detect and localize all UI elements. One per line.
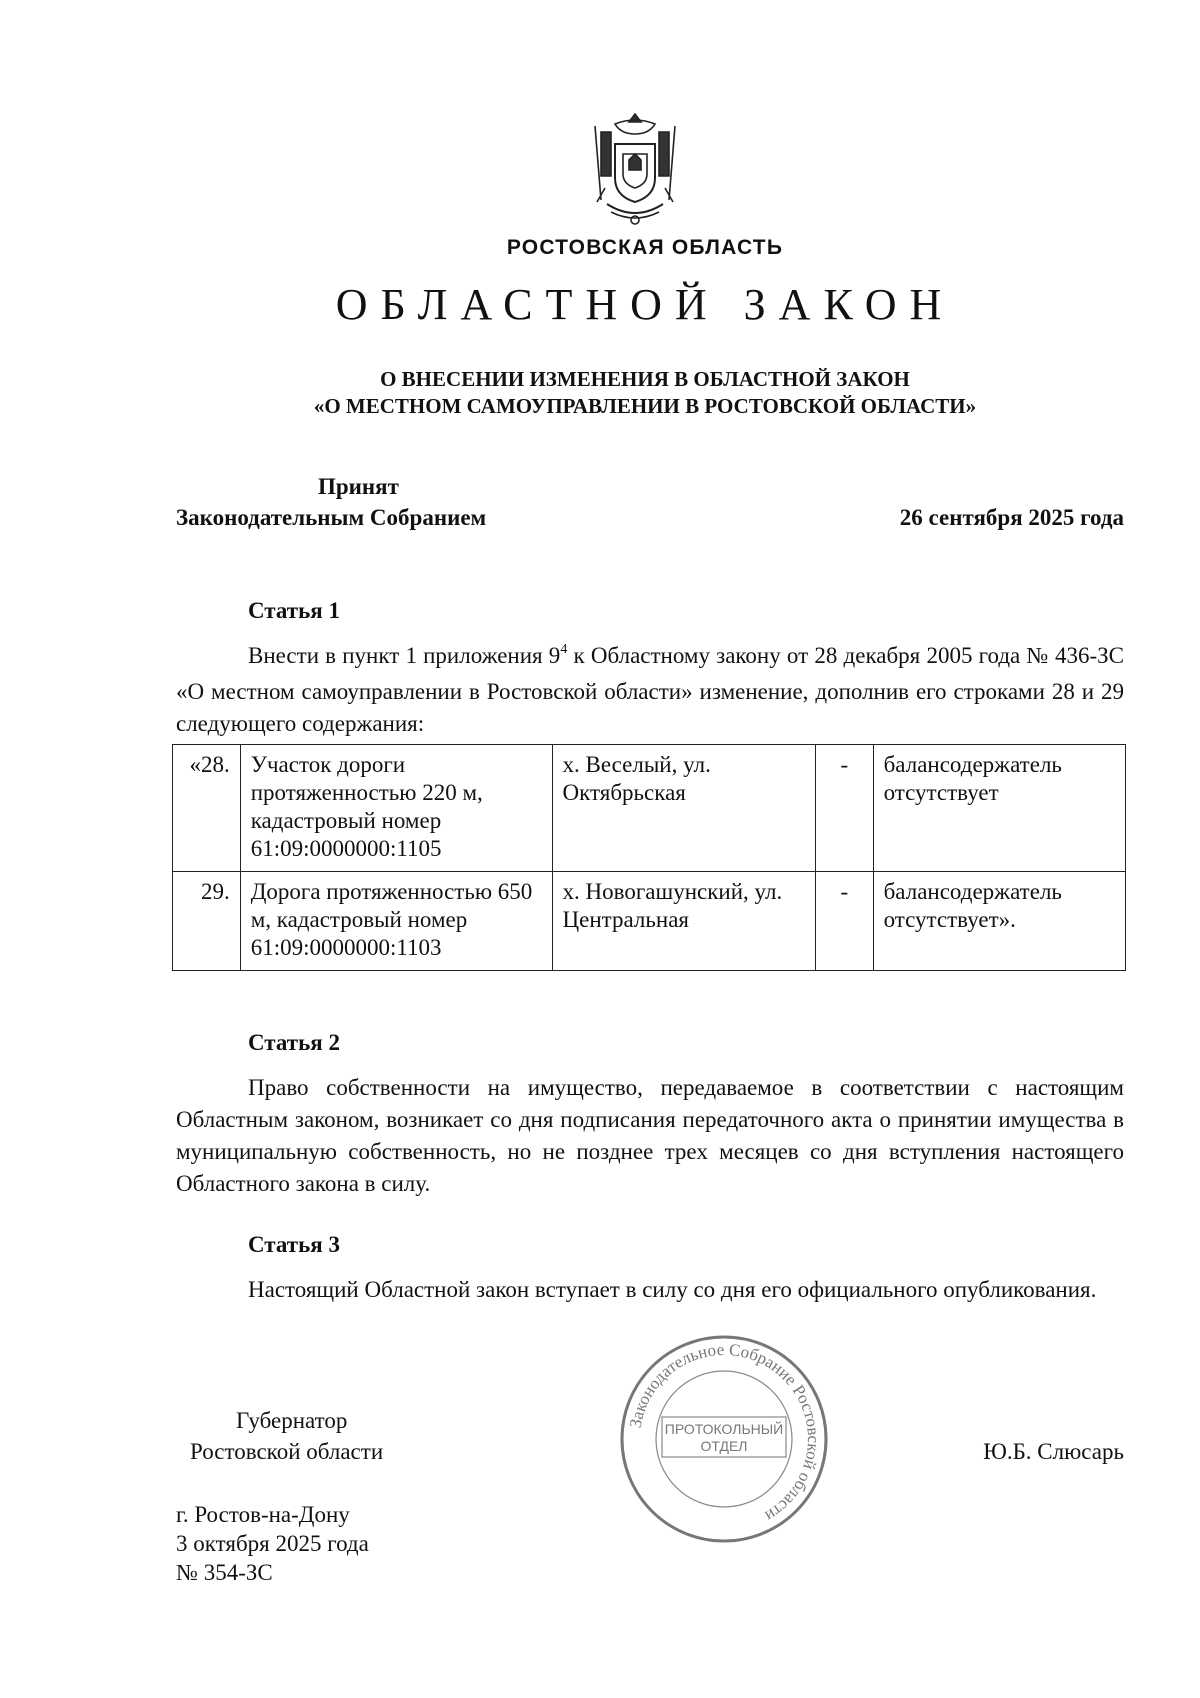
article-1-text-part-2: к Областному закону от 28 декабря 2005 года № 436-ЗС «О местном самоуправлении в Ростовской области» изменение, дополнив его строками 28 и 29 следующего содержания: — [176, 643, 1124, 736]
row-keeper: балансодержатель отсутствует — [873, 745, 1125, 872]
article-1-superscript: 4 — [560, 642, 568, 657]
article-3-body: Настоящий Областной закон вступает в силу со дня его официального опубликования. — [248, 1277, 1097, 1302]
article-3-heading: Статья 3 — [248, 1232, 340, 1257]
article-2-heading: Статья 2 — [248, 1030, 340, 1055]
place-date-number — [176, 1500, 369, 1587]
law-title-line-1: О ВНЕСЕНИИ ИЗМЕНЕНИЯ В ОБЛАСТНОЙ ЗАКОН — [380, 367, 910, 391]
law-title — [0, 366, 1200, 420]
stamp-center-line-2: ОТДЕЛ — [700, 1438, 748, 1454]
article-1-text — [176, 640, 1124, 740]
row-object: Дорога протяженностью 650 м, кадастровый номер 61:09:0000000:1103 — [240, 872, 552, 971]
signer-name: Ю.Б. Слюсарь — [983, 1439, 1124, 1464]
row-object: Участок дороги протяженностью 220 м, кадастровый номер 61:09:0000000:1105 — [240, 745, 552, 872]
signer-title-line-2: Ростовской области — [190, 1439, 384, 1464]
coat-of-arms-emblem — [585, 108, 685, 228]
article-1-text-part-1: Внести в пункт 1 приложения 9 — [248, 643, 561, 668]
stamp-ring-text: Законодательное Собрание Ростовской области — [625, 1339, 824, 1526]
row-dash: - — [816, 745, 873, 872]
law-number: № 354-ЗС — [176, 1560, 273, 1585]
law-type-heading: ОБЛАСТНОЙ ЗАКОН — [335, 280, 955, 329]
signer-title-line-1: Губернатор — [236, 1408, 348, 1433]
adoption-date: 26 сентября 2025 года — [899, 505, 1124, 530]
row-number: «28. — [173, 745, 241, 872]
signing-date: 3 октября 2025 года — [176, 1531, 369, 1556]
article-2-body: Право собственности на имущество, передаваемое в соответствии с настоящим Областным законом, возникает со дня подписания передаточного акта о принятии имущества в муниципальную собственность, но не позднее трех месяцев со дня вступления настоящего Областного закона в силу. — [176, 1075, 1124, 1196]
region-name: РОСТОВСКАЯ ОБЛАСТЬ — [506, 236, 784, 259]
row-number: 29. — [173, 872, 241, 971]
article-2-text — [176, 1072, 1124, 1200]
adopted-label: Принят — [318, 474, 399, 499]
table-row — [173, 745, 1126, 872]
article-3-text — [176, 1274, 1124, 1306]
stamp-center-line-1: ПРОТОКОЛЬНЫЙ — [664, 1421, 784, 1437]
row-location: х. Веселый, ул. Октябрьская — [552, 745, 816, 872]
row-location: х. Новогашунский, ул. Центральная — [552, 872, 816, 971]
official-stamp — [618, 1333, 830, 1545]
law-title-line-2: «О МЕСТНОМ САМОУПРАВЛЕНИИ В РОСТОВСКОЙ ОБЛАСТИ» — [313, 394, 977, 418]
adopted-by: Законодательным Собранием — [176, 505, 487, 530]
row-keeper: балансодержатель отсутствует». — [873, 872, 1125, 971]
table-row — [173, 872, 1126, 971]
article-1-heading: Статья 1 — [248, 598, 340, 623]
place-city: г. Ростов-на-Дону — [176, 1502, 350, 1527]
property-table — [172, 744, 1126, 971]
row-dash: - — [816, 872, 873, 971]
